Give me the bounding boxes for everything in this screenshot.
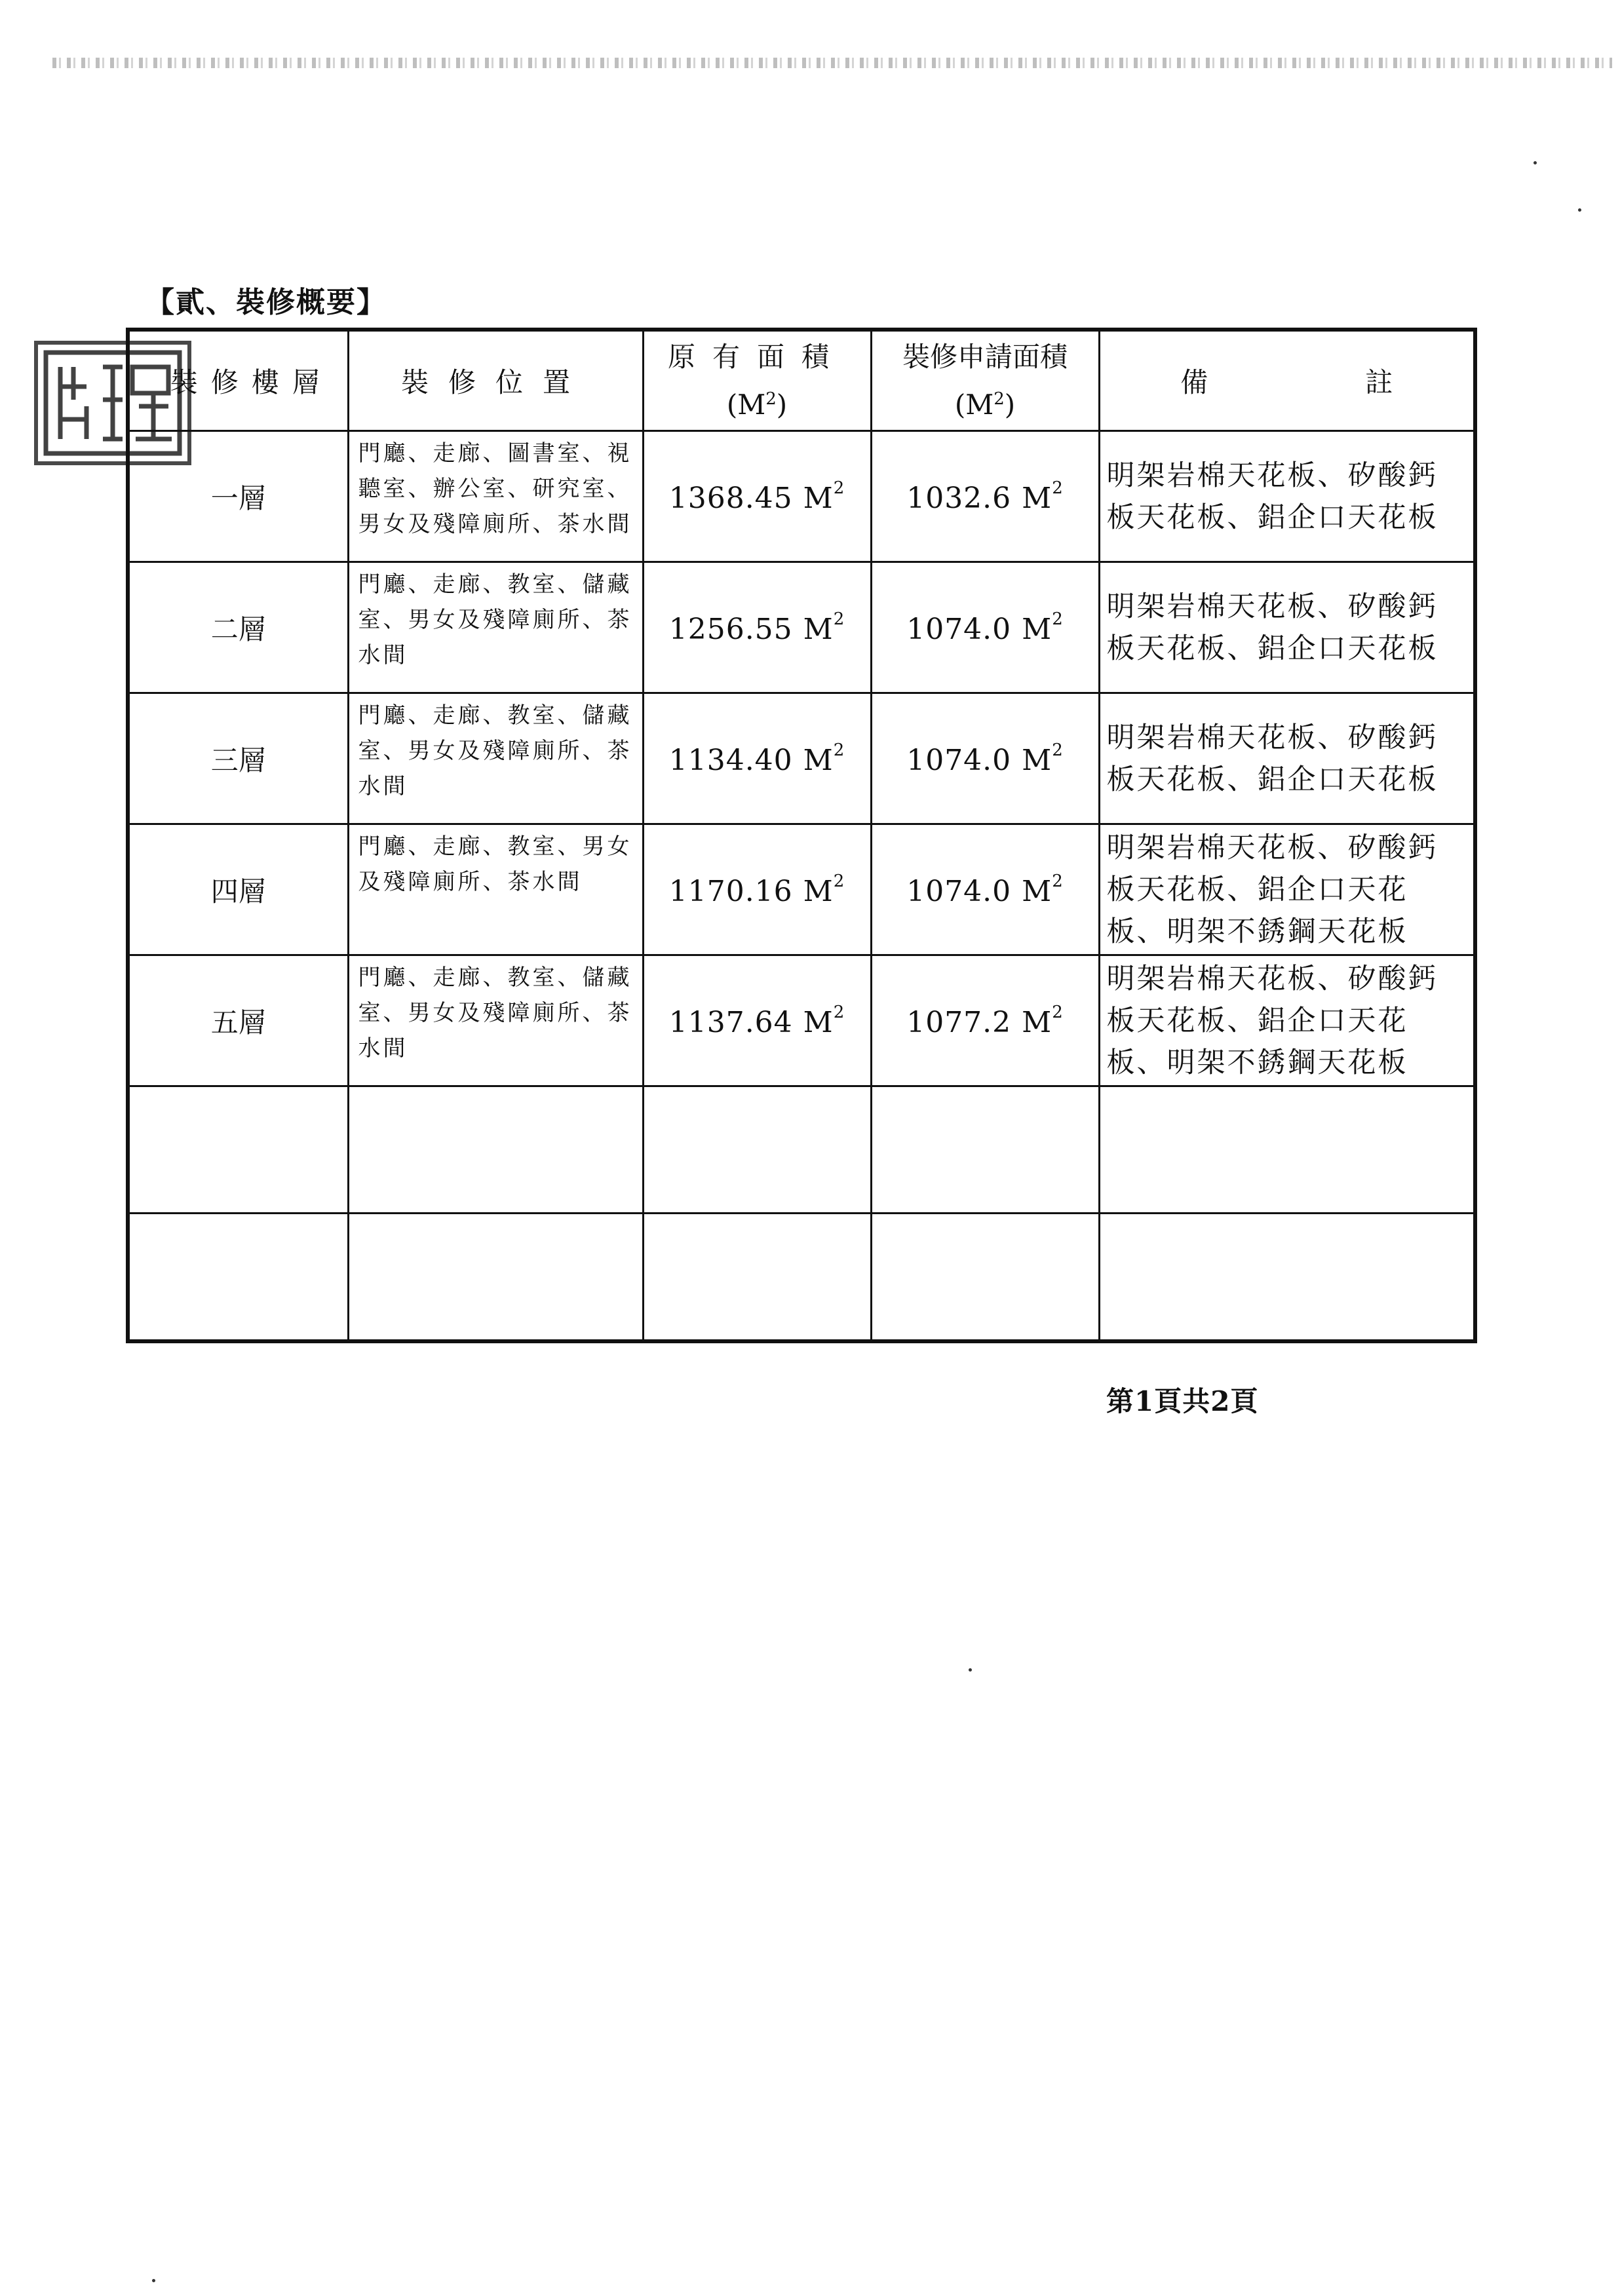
- table-header-row: [128, 330, 1475, 431]
- applied-area-cell: 1074.0 $M^2$: [871, 562, 1099, 693]
- header-remarks-left: 備: [1180, 366, 1208, 398]
- original-area-cell: 1256.55 $M^2$: [643, 562, 871, 693]
- location-cell: 門廳、走廊、教室、儲藏室、男女及殘障廁所、茶水間: [348, 562, 643, 693]
- empty-cell: [1099, 1214, 1475, 1342]
- header-applied-area: [871, 330, 1099, 431]
- scan-noise-streak: [52, 58, 1612, 68]
- floor-cell: 四層: [128, 824, 348, 955]
- applied-area-cell: 1077.2 $M^2$: [871, 955, 1099, 1086]
- empty-cell: [871, 1214, 1099, 1342]
- header-location: 裝修位置: [348, 330, 643, 431]
- empty-table-row: [128, 1086, 1475, 1214]
- empty-cell: [348, 1086, 643, 1214]
- table-row: [128, 824, 1475, 955]
- remarks-cell: 明架岩棉天花板、矽酸鈣板天花板、鋁企口天花板、明架不銹鋼天花板: [1099, 824, 1475, 955]
- table-row: [128, 955, 1475, 1086]
- scan-speck: [969, 1668, 972, 1672]
- header-remarks-right: 註: [1365, 366, 1393, 398]
- applied-area-cell: 1032.6 $M^2$: [871, 431, 1099, 562]
- header-original-area: [643, 330, 871, 431]
- empty-cell: [1099, 1086, 1475, 1214]
- header-floor: 裝修樓層: [128, 330, 348, 431]
- empty-cell: [348, 1214, 643, 1342]
- remarks-cell: 明架岩棉天花板、矽酸鈣板天花板、鋁企口天花板、明架不銹鋼天花板: [1099, 955, 1475, 1086]
- remarks-cell: 明架岩棉天花板、矽酸鈣板天花板、鋁企口天花板: [1099, 431, 1475, 562]
- location-cell: 門廳、走廊、教室、男女及殘障廁所、茶水間: [348, 824, 643, 955]
- section-title: 【貳、裝修概要】: [145, 286, 387, 319]
- empty-cell: [128, 1086, 348, 1214]
- table-row: [128, 693, 1475, 824]
- empty-cell: [643, 1086, 871, 1214]
- floor-cell: 二層: [128, 562, 348, 693]
- scan-speck: [152, 2279, 155, 2282]
- applied-area-cell: 1074.0 $M^2$: [871, 824, 1099, 955]
- scan-speck: [1533, 161, 1537, 164]
- header-original-area-label: 原有面積: [667, 340, 846, 373]
- location-cell: 門廳、走廊、教室、儲藏室、男女及殘障廁所、茶水間: [348, 693, 643, 824]
- page-indicator: 第1頁共2頁: [1106, 1385, 1259, 1417]
- original-area-cell: 1368.45 $M^2$: [643, 431, 871, 562]
- location-cell: 門廳、走廊、教室、儲藏室、男女及殘障廁所、茶水間: [348, 955, 643, 1086]
- empty-cell: [871, 1086, 1099, 1214]
- remarks-cell: 明架岩棉天花板、矽酸鈣板天花板、鋁企口天花板: [1099, 693, 1475, 824]
- table-row: [128, 562, 1475, 693]
- original-area-cell: 1137.64 $M^2$: [643, 955, 871, 1086]
- floor-cell: 一層: [128, 431, 348, 562]
- empty-cell: [643, 1214, 871, 1342]
- header-applied-area-label: 裝修申請面積: [902, 340, 1068, 373]
- floor-cell: 五層: [128, 955, 348, 1086]
- header-remarks: [1099, 330, 1475, 431]
- renovation-summary-table: [126, 328, 1477, 1343]
- table-row: [128, 431, 1475, 562]
- location-cell: 門廳、走廊、圖書室、視聽室、辦公室、研究室、男女及殘障廁所、茶水間: [348, 431, 643, 562]
- empty-table-row: [128, 1214, 1475, 1342]
- header-applied-area-unit: $(M^2)$: [954, 388, 1016, 421]
- remarks-cell: 明架岩棉天花板、矽酸鈣板天花板、鋁企口天花板: [1099, 562, 1475, 693]
- empty-cell: [128, 1214, 348, 1342]
- scan-speck: [1578, 208, 1581, 212]
- original-area-cell: 1170.16 $M^2$: [643, 824, 871, 955]
- header-original-area-unit: $(M^2)$: [726, 388, 788, 421]
- applied-area-cell: 1074.0 $M^2$: [871, 693, 1099, 824]
- original-area-cell: 1134.40 $M^2$: [643, 693, 871, 824]
- floor-cell: 三層: [128, 693, 348, 824]
